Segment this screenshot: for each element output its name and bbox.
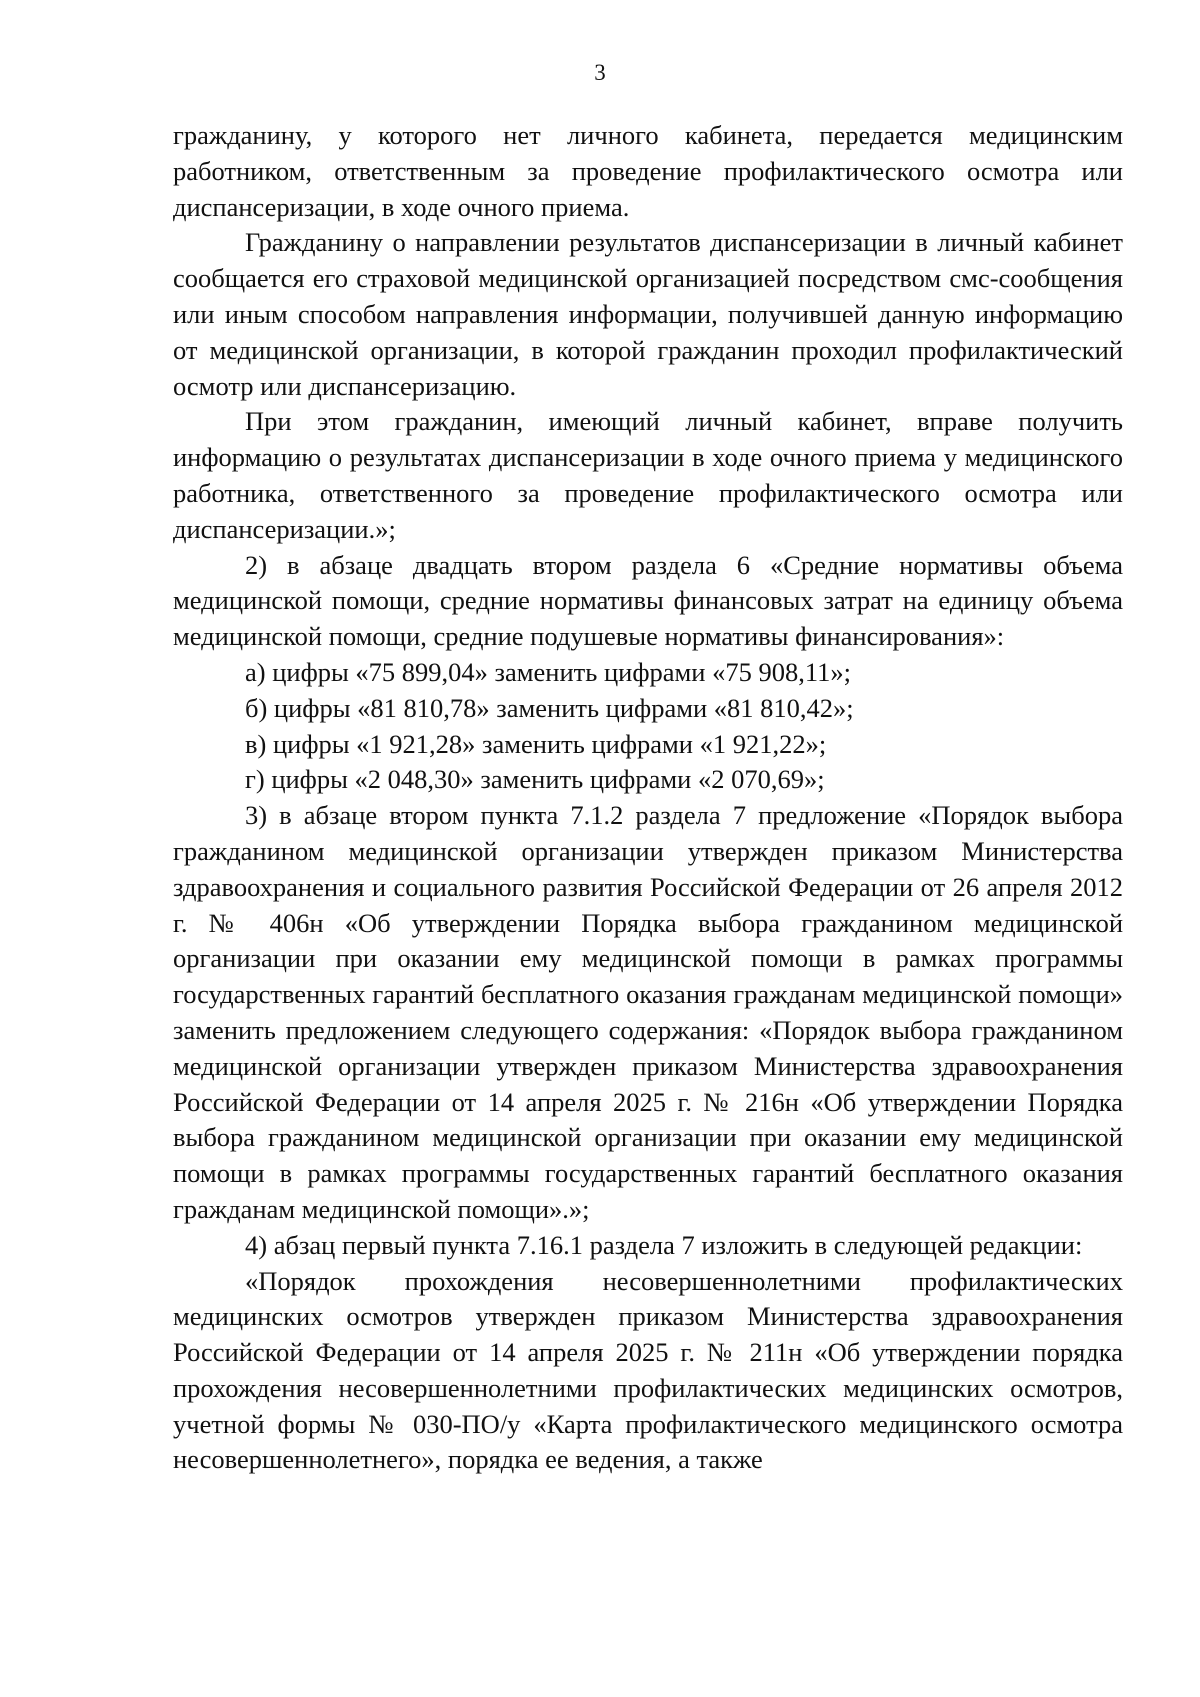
paragraph-personal-cabinet: При этом гражданин, имеющий личный кабинет, вправе получить информацию о результатах диспансеризации в ходе очного приема у медицинского работника, ответственного за проведение профилактического осмотра или диспансеризации.»; <box>173 406 1123 544</box>
paragraph-continuation: гражданину, у которого нет личного кабинета, передается медицинским работником, ответственным за проведение профилактического осмотра или диспансеризации, в ходе очного приема. <box>173 120 1123 222</box>
paragraph-subitem-b: б) цифры «81 810,78» заменить цифрами «81 810,42»; <box>245 692 854 723</box>
paragraph-item-2: 2) в абзаце двадцать втором раздела 6 «Средние нормативы объема медицинской помощи, средние нормативы финансовых затрат на единицу объема медицинской помощи, средние подушевые нормативы финансирования»: <box>173 549 1123 652</box>
paragraph-subitem-a: а) цифры «75 899,04» заменить цифрами «75 908,11»; <box>245 656 851 687</box>
paragraph-new-wording: «Порядок прохождения несовершеннолетними профилактических медицинских осмотров утвержден приказом Министерства здравоохранения Российской Федерации от 14 апреля 2025 г. № 211н «Об утверждении порядка прохождения несовершеннолетними профилактических медицинских осмотров, учетной формы № 030-ПО/у «Карта профилактического медицинского осмотра несовершеннолетнего», порядка ее ведения, а также <box>173 1265 1123 1475</box>
paragraph-item-3: 3) в абзаце втором пункта 7.1.2 раздела 7 предложение «Порядок выбора гражданином медицинской организации утвержден приказом Министерства здравоохранения и социального развития Российской Федерации от 26 апреля 2012 г. № 406н «Об утверждении Порядка выбора гражданином медицинской организации при оказании ему медицинской помощи в рамках программы государственных гарантий бесплатного оказания гражданам медицинской помощи» заменить предложением следующего содержания: «Порядок выбора гражданином медицинской организации утвержден приказом Министерства здравоохранения Российской Федерации от 14 апреля 2025 г. № 216н «Об утверждении Порядка выбора гражданином медицинской организации при оказании ему медицинской помощи в рамках программы государственных гарантий бесплатного оказания гражданам медицинской помощи».»; <box>173 800 1123 1224</box>
paragraph-subitem-v: в) цифры «1 921,28» заменить цифрами «1 921,22»; <box>245 728 827 759</box>
page-number: 3 <box>594 60 606 85</box>
document-body <box>173 118 1123 1478</box>
paragraph-notification: Гражданину о направлении результатов диспансеризации в личный кабинет сообщается его страховой медицинской организацией посредством смс-сообщения или иным способом направления информации, получившей данную информацию от медицинской организации, в которой гражданин проходил профилактический осмотр или диспансеризацию. <box>173 227 1123 401</box>
paragraph-item-4: 4) абзац первый пункта 7.16.1 раздела 7 изложить в следующей редакции: <box>245 1229 1083 1260</box>
paragraph-subitem-g: г) цифры «2 048,30» заменить цифрами «2 070,69»; <box>245 764 825 795</box>
